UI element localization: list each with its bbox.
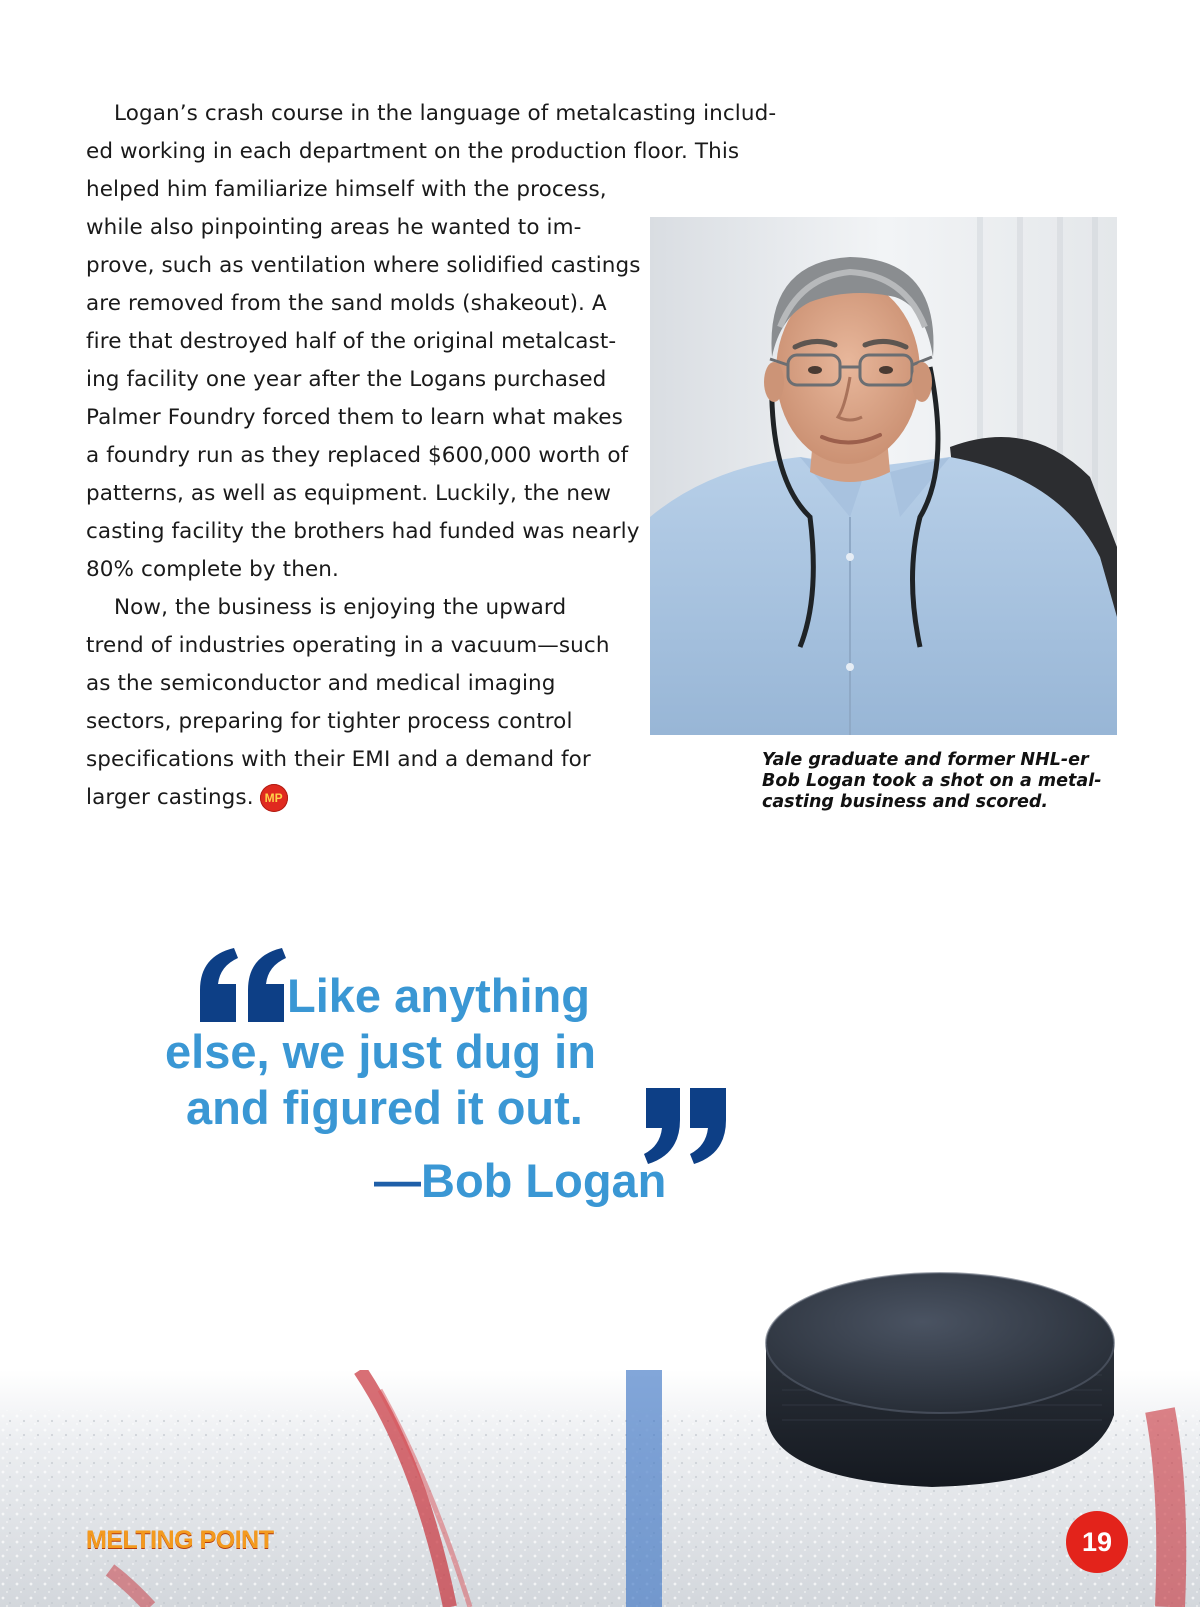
article-line: sectors, preparing for tighter process control	[86, 709, 573, 734]
open-quote-icon	[196, 948, 288, 1026]
attribution-dash: —	[374, 1154, 421, 1207]
article-line: helped him familiarize himself with the process,	[86, 177, 607, 202]
caption-line: casting business and scored.	[762, 792, 1049, 812]
page-number-badge: 19	[1066, 1511, 1128, 1573]
attribution-name: Bob Logan	[421, 1154, 667, 1207]
article-line: specifications with their EMI and a demand for	[86, 747, 591, 772]
article-line: while also pinpointing areas he wanted to im-	[86, 215, 582, 240]
photo-caption	[762, 750, 1122, 813]
article-line: trend of industries operating in a vacuum—such	[86, 633, 610, 658]
article-line: larger castings.	[86, 785, 254, 810]
quote-line: Like anything	[287, 969, 590, 1022]
article-line: Logan’s crash course in the language of metalcasting includ-	[114, 101, 777, 126]
article-line: Now, the business is enjoying the upward	[114, 595, 567, 620]
article-last-line	[86, 779, 756, 817]
caption-line: Yale graduate and former NHL-er	[762, 750, 1089, 770]
article-line: fire that destroyed half of the original metalcast-	[86, 329, 617, 354]
article-line: ing facility one year after the Logans purchased	[86, 367, 607, 392]
article-line: 80% complete by then.	[86, 557, 339, 582]
portrait-photo	[650, 217, 1117, 735]
end-mark-badge: MP	[260, 784, 288, 812]
quote-line: else, we just dug in	[165, 1025, 596, 1078]
hockey-puck-icon	[762, 1265, 1122, 1499]
caption-line: Bob Logan took a shot on a metal-	[762, 771, 1102, 791]
article-line: a foundry run as they replaced $600,000 worth of	[86, 443, 629, 468]
article-line: prove, such as ventilation where solidified castings	[86, 253, 641, 278]
article-line: casting facility the brothers had funded was nearly	[86, 519, 640, 544]
article-line: ed working in each department on the production floor. This	[86, 139, 740, 164]
quote-attribution	[374, 1153, 666, 1209]
article-line: as the semiconductor and medical imaging	[86, 671, 556, 696]
article-line: are removed from the sand molds (shakeout). A	[86, 291, 607, 316]
article-line: patterns, as well as equipment. Luckily, the new	[86, 481, 612, 506]
magazine-brand-logo: MELTING POINT	[86, 1526, 274, 1554]
quote-line: and figured it out.	[186, 1081, 583, 1134]
article-line: Palmer Foundry forced them to learn what makes	[86, 405, 623, 430]
